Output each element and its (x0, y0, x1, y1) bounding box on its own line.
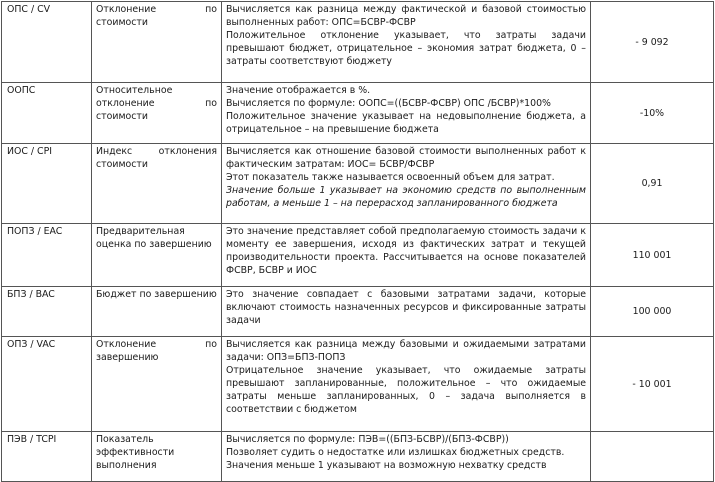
metric-name: Показатель эффективности выполнения (92, 432, 222, 482)
description-line: Позволяет судить о недостатке или излишках бюджетных средств. (226, 447, 565, 458)
metric-value: 0,91 (591, 144, 714, 224)
description-line: Этот показатель также называется освоенный объем для затрат. (226, 172, 555, 183)
metric-code: ПОПЗ / EAC (2, 224, 92, 287)
metric-description (222, 224, 591, 287)
description-line: Это значение представляет собой предполагаемую стоимость задачи к моменту ее завершения, исходя из фактических затрат и текущей производительности проекта. Рассчитывается на основе показателей ФСВР, БСВР и ИОС (226, 226, 586, 276)
metric-name: Отклонение по завершению (92, 337, 222, 432)
table-row (2, 337, 714, 432)
description-line: Значение отображается в %. (226, 85, 371, 96)
description-line: Значение больше 1 указывает на экономию средств по выполненным работам, а меньше 1 – на перерасход запланированного бюджета (226, 185, 586, 209)
table-row (2, 287, 714, 337)
metric-description (222, 287, 591, 337)
metric-code: БПЗ / BAC (2, 287, 92, 337)
table-row (2, 83, 714, 144)
metric-value: - 10 001 (591, 337, 714, 432)
description-line: Это значение совпадает с базовыми затратами задачи, которые включают стоимость назначенных ресурсов и фиксированные затраты задачи (226, 289, 586, 326)
table-row (2, 144, 714, 224)
description-line: Вычисляется по формуле: ООПС=((БСВР-ФСВР) ОПС /БСВР)*100% (226, 98, 551, 109)
metric-name: Бюджет по завершению (92, 287, 222, 337)
metric-description (222, 144, 591, 224)
metric-value: 110 001 (591, 224, 714, 287)
metric-description (222, 83, 591, 144)
metric-code: ОПЗ / VAC (2, 337, 92, 432)
description-line: Отрицательное значение указывает, что ожидаемые затраты превышают запланированные, положительное – что ожидаемые затраты меньше запланированных, 0 – задача выполняется в соответствии с бюджетом (226, 365, 586, 415)
description-line: Вычисляется как разница между фактической и базовой стоимостью выполненных работ: ОПС=БСВР-ФСВР (226, 4, 586, 28)
metric-name: Относительное отклонение по стоимости (92, 83, 222, 144)
metric-code: ООПС (2, 83, 92, 144)
metric-value: 100 000 (591, 287, 714, 337)
description-line: Вычисляется как разница между базовыми и ожидаемыми затратами задачи: ОПЗ=БПЗ-ПОПЗ (226, 339, 586, 363)
metric-code: ОПС / CV (2, 2, 92, 83)
table-row (2, 2, 714, 83)
metrics-table (1, 1, 714, 482)
description-line: Положительное отклонение указывает, что затраты задачи превышают бюджет, отрицательное – экономия затрат бюджета, 0 – затраты соответствуют бюджету (226, 30, 586, 67)
metric-description (222, 337, 591, 432)
metric-code: ПЭВ / TCPI (2, 432, 92, 482)
metric-name: Предварительная оценка по завершению (92, 224, 222, 287)
description-line: Значения меньше 1 указывают на возможную нехватку средств (226, 460, 547, 471)
table-row (2, 224, 714, 287)
metric-value: - 9 092 (591, 2, 714, 83)
metric-code: ИОС / CPI (2, 144, 92, 224)
table-row (2, 432, 714, 482)
description-line: Положительное значение указывает на недовыполнение бюджета, а отрицательное – на превышение бюджета (226, 111, 586, 135)
metric-description (222, 432, 591, 482)
metric-description (222, 2, 591, 83)
description-line: Вычисляется по формуле: ПЭВ=((БПЗ-БСВР)/(БПЗ-ФСВР)) (226, 434, 509, 445)
metric-name: Отклонение по стоимости (92, 2, 222, 83)
metric-value: -10% (591, 83, 714, 144)
metric-name: Индекс отклонения стоимости (92, 144, 222, 224)
metric-value (591, 432, 714, 482)
description-line: Вычисляется как отношение базовой стоимости выполненных работ к фактическим затратам: ИОС= БСВР/ФСВР (226, 146, 586, 170)
